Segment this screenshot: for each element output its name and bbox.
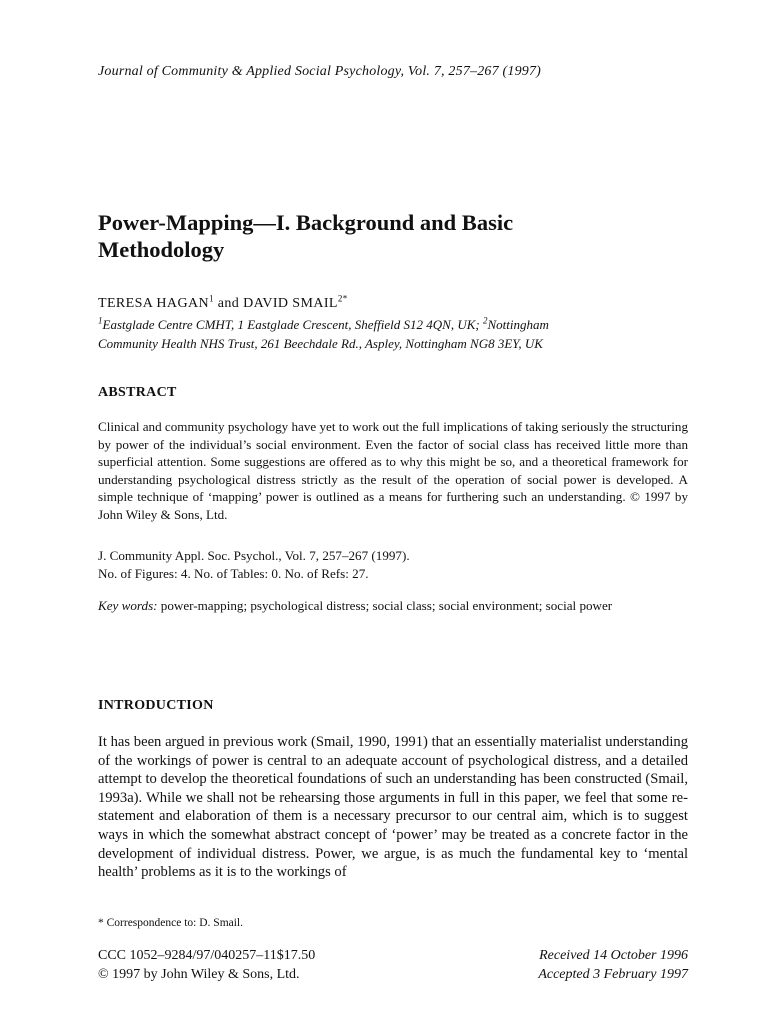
title-line-2: Methodology xyxy=(98,237,225,262)
correspondence-footnote: * Correspondence to: D. Smail. xyxy=(98,917,244,929)
affiliation-line-2: Community Health NHS Trust, 261 Beechdale Rd., Aspley, Nottingham NG8 3EY, UK xyxy=(98,335,543,351)
author-name: TERESA HAGAN xyxy=(98,296,209,311)
keywords xyxy=(98,597,688,615)
author-name: DAVID SMAIL xyxy=(243,296,338,311)
affiliation-superscript: 2 xyxy=(482,315,488,326)
copyright-block xyxy=(98,946,398,984)
title-line-1: Power-Mapping—I. Background and Basic xyxy=(98,210,514,235)
author-superscript: 1 xyxy=(208,293,214,304)
received-date: Received 14 October 1996 xyxy=(539,948,688,963)
citation-block xyxy=(98,547,688,582)
ccc-code: CCC 1052–9284/97/040257–11$17.50 xyxy=(98,948,316,963)
keywords-list: power-mapping; psychological distress; social class; social environment; social power xyxy=(157,598,613,613)
journal-header: Journal of Community & Applied Social Psychology, Vol. 7, 257–267 (1997) xyxy=(98,64,542,79)
affiliation-text: Nottingham xyxy=(487,317,549,332)
author-list xyxy=(98,293,688,312)
introduction-body: It has been argued in previous work (Smail, 1990, 1991) that an essentially materialist understanding of the workings of power is central to an adequate account of psychological distress, and a detailed attempt to develop the theoretical foundations of such an understanding has been constructed (Smail, 1993a). While we shall not be rehearsing those arguments in full in this paper, we feel that some re-statement and elaboration of them is a necessary precursor to our central aim, which is to suggest ways in which the somewhat abstract concept of ‘power’ may be treated as a concrete factor in the development of individual distress. Power, we argue, is as much the fundamental key to ‘mental health’ problems as it is to the workings of xyxy=(98,734,688,881)
keywords-label: Key words: xyxy=(98,598,158,613)
author-superscript: 2* xyxy=(337,293,348,304)
article-title xyxy=(98,209,688,263)
dates-block xyxy=(388,946,688,984)
citation-line: J. Community Appl. Soc. Psychol., Vol. 7, 257–267 (1997). xyxy=(98,548,410,563)
abstract-heading: ABSTRACT xyxy=(98,385,177,400)
affiliations xyxy=(98,316,688,353)
introduction-heading: INTRODUCTION xyxy=(98,698,214,713)
abstract-body: Clinical and community psychology have yet to work out the full implications of taking seriously the structuring by power of the individual’s social environment. Even the factor of social class has received little more than superficial attention. Some suggestions are offered as to why this might be so, and a theoretical framework for understanding psychological distress strictly as the result of the operation of social power is developed. A simple technique of ‘mapping’ power is outlined as a means for furthering such an understanding. © 1997 by John Wiley & Sons, Ltd. xyxy=(98,419,688,522)
counts-line: No. of Figures: 4. No. of Tables: 0. No. of Refs: 27. xyxy=(98,565,369,581)
author-conjunction: and xyxy=(213,296,244,311)
affiliation-line-1 xyxy=(98,316,688,335)
accepted-date: Accepted 3 February 1997 xyxy=(538,967,688,982)
affiliation-text: Eastglade Centre CMHT, 1 Eastglade Crescent, Sheffield S12 4QN, UK; xyxy=(102,317,483,332)
copyright-line: © 1997 by John Wiley & Sons, Ltd. xyxy=(98,967,300,982)
affiliation-superscript: 1 xyxy=(98,315,103,326)
